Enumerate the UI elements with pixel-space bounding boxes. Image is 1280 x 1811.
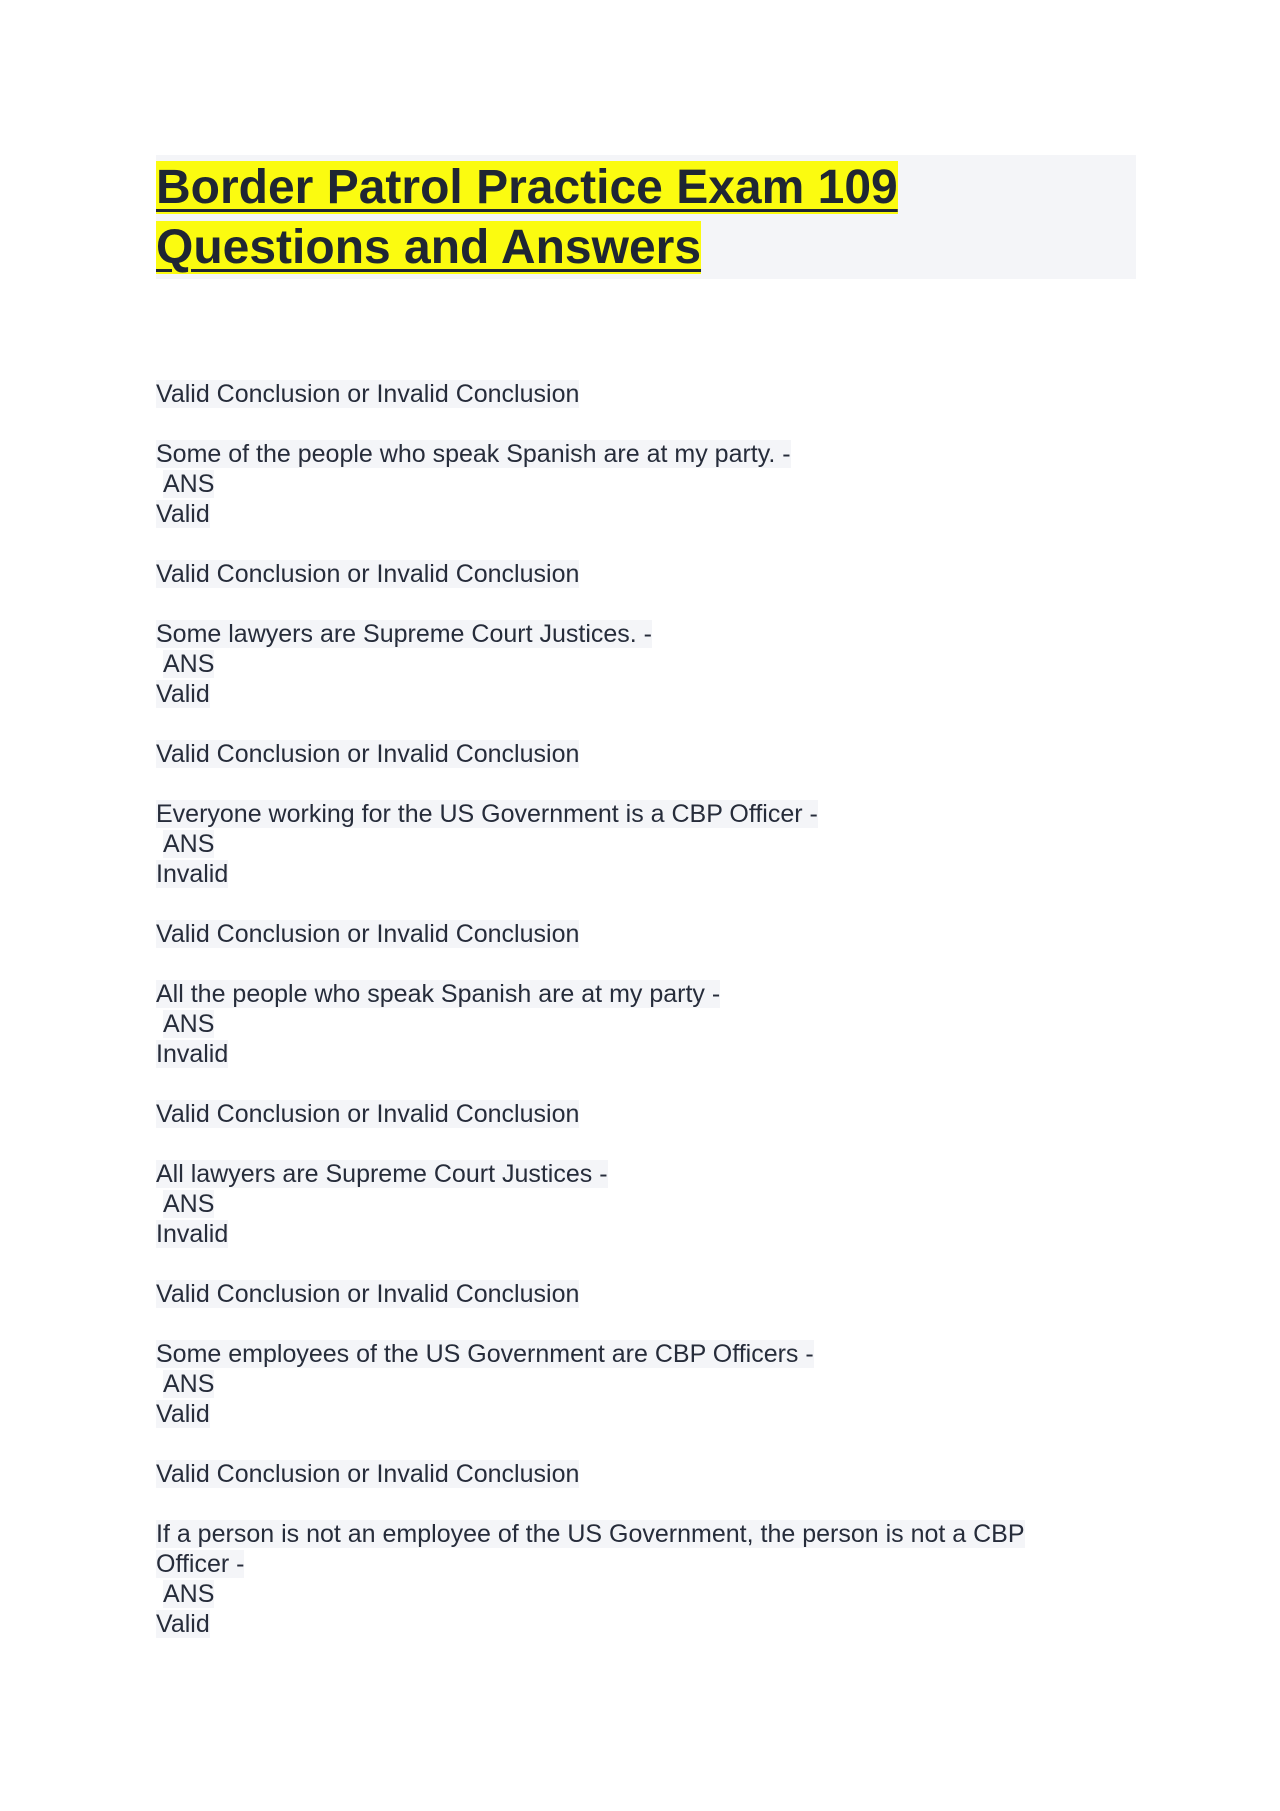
qa-item — [156, 1279, 1136, 1429]
qa-list — [156, 379, 1136, 1639]
qa-item — [156, 379, 1136, 529]
answer-label: ANS — [163, 830, 215, 858]
question-text: Some employees of the US Government are CBP Officers - — [156, 1340, 814, 1368]
qa-item — [156, 919, 1136, 1069]
question-prompt: Valid Conclusion or Invalid Conclusion — [156, 1460, 580, 1488]
question-text: All lawyers are Supreme Court Justices - — [156, 1160, 608, 1188]
answer-text: Valid — [156, 500, 210, 528]
question-prompt: Valid Conclusion or Invalid Conclusion — [156, 1100, 580, 1128]
answer-label: ANS — [163, 1370, 215, 1398]
answer-text: Valid — [156, 680, 210, 708]
answer-text: Valid — [156, 1400, 210, 1428]
qa-item — [156, 1099, 1136, 1249]
qa-item — [156, 559, 1136, 709]
question-text: Officer - — [156, 1550, 245, 1578]
qa-item — [156, 1459, 1136, 1639]
question-text: Everyone working for the US Government is a CBP Officer - — [156, 800, 818, 828]
question-prompt: Valid Conclusion or Invalid Conclusion — [156, 380, 580, 408]
document-page — [156, 155, 1136, 1669]
document-title — [156, 155, 1136, 279]
answer-text: Invalid — [156, 1220, 229, 1248]
title-line: Border Patrol Practice Exam 109 — [156, 161, 898, 214]
answer-text: Invalid — [156, 1040, 229, 1068]
answer-label: ANS — [163, 1580, 215, 1608]
question-prompt: Valid Conclusion or Invalid Conclusion — [156, 740, 580, 768]
question-prompt: Valid Conclusion or Invalid Conclusion — [156, 1280, 580, 1308]
answer-text: Valid — [156, 1610, 210, 1638]
title-line: Questions and Answers — [156, 221, 702, 274]
qa-item — [156, 739, 1136, 889]
question-prompt: Valid Conclusion or Invalid Conclusion — [156, 920, 580, 948]
answer-label: ANS — [163, 1190, 215, 1218]
question-text: All the people who speak Spanish are at my party - — [156, 980, 721, 1008]
question-text: Some of the people who speak Spanish are at my party. - — [156, 440, 791, 468]
answer-label: ANS — [163, 470, 215, 498]
answer-text: Invalid — [156, 860, 229, 888]
answer-label: ANS — [163, 1010, 215, 1038]
question-text: If a person is not an employee of the US Government, the person is not a CBP — [156, 1520, 1025, 1548]
answer-label: ANS — [163, 650, 215, 678]
question-text: Some lawyers are Supreme Court Justices. - — [156, 620, 653, 648]
question-prompt: Valid Conclusion or Invalid Conclusion — [156, 560, 580, 588]
